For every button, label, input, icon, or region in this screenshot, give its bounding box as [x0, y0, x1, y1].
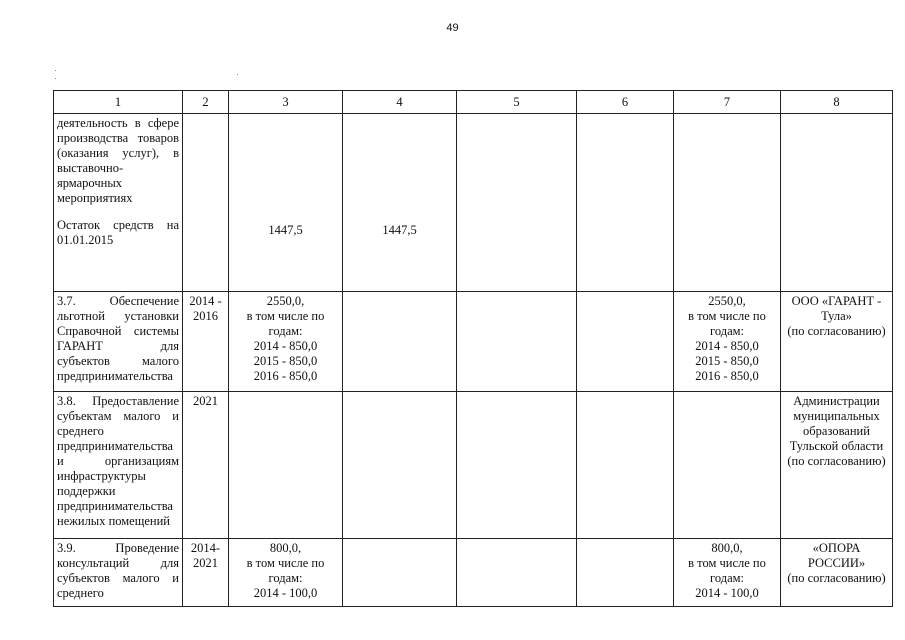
desc-line: среднего [57, 586, 104, 600]
executor-cell: Администрации муниципальных образований Тульской области (по согласованию) [781, 392, 893, 539]
header-cell-3: 3 [229, 91, 343, 114]
col8-cell [781, 114, 893, 292]
col7-cell [674, 114, 781, 292]
desc-line: и организациям [57, 454, 179, 468]
header-cell-2: 2 [183, 91, 229, 114]
col4-cell [343, 114, 457, 292]
balance-col3: 1447,5 [268, 223, 303, 237]
header-row [54, 91, 893, 114]
years-cell: 2014 - 2016 [183, 292, 229, 392]
desc-line: 3.9. Проведение [57, 541, 179, 555]
desc-line: 3.7. Обеспечение [57, 294, 179, 308]
description-cell [54, 114, 183, 292]
desc-line: деятельность в сфере [57, 116, 179, 130]
desc-line: льготной установки [57, 309, 179, 323]
desc-line: субъектам малого и [57, 409, 179, 423]
desc-line: консультаций для [57, 556, 179, 570]
scan-speck [55, 70, 56, 71]
col6-cell [577, 114, 674, 292]
page-number: 49 [446, 22, 459, 34]
col6-cell [577, 292, 674, 392]
desc-line: субъектов малого и [57, 571, 179, 585]
col6-cell [577, 539, 674, 607]
col4-cell [343, 539, 457, 607]
description-cell [54, 392, 183, 539]
header-cell-1: 1 [54, 91, 183, 114]
table-row-continuation [54, 114, 893, 292]
col3-cell [229, 392, 343, 539]
col5-cell [457, 292, 577, 392]
desc-line: субъектов малого [57, 354, 179, 368]
years-cell: 2021 [183, 392, 229, 539]
header-cell-8: 8 [781, 91, 893, 114]
col6-cell [577, 392, 674, 539]
desc-line: 3.8. Предоставление [57, 394, 179, 408]
col5-cell [457, 539, 577, 607]
executor-cell: ООО «ГАРАНТ - Тула» (по согласованию) [781, 292, 893, 392]
desc-line: инфраструктуры [57, 469, 146, 483]
desc-line: Справочной системы [57, 324, 179, 338]
desc-line: мероприятиях [57, 191, 133, 205]
col7-cell: 2550,0, в том числе по годам: 2014 - 850,0 2015 - 850,0 2016 - 850,0 [674, 292, 781, 392]
desc-line: (оказания услуг), в [57, 146, 179, 160]
header-cell-6: 6 [577, 91, 674, 114]
desc-line: среднего [57, 424, 104, 438]
desc-line: предпринимательства [57, 499, 173, 513]
program-table [53, 90, 893, 607]
col7-cell [674, 392, 781, 539]
description-cell [54, 292, 183, 392]
executor-cell: «ОПОРА РОССИИ» (по согласованию) [781, 539, 893, 607]
scan-speck [55, 78, 56, 79]
col3-cell: 800,0, в том числе по годам: 2014 - 100,0 [229, 539, 343, 607]
desc-line: поддержки [57, 484, 116, 498]
desc-line: выставочно- [57, 161, 124, 175]
balance-label-line: Остаток средств на [57, 218, 179, 232]
desc-line: предпринимательства [57, 369, 173, 383]
scan-speck [237, 74, 238, 75]
col3-cell: 2550,0, в том числе по годам: 2014 - 850,0 2015 - 850,0 2016 - 850,0 [229, 292, 343, 392]
desc-line: ГАРАНТ для [57, 339, 179, 353]
header-cell-7: 7 [674, 91, 781, 114]
col4-cell [343, 292, 457, 392]
desc-line: предпринимательства [57, 439, 173, 453]
years-cell: 2014- 2021 [183, 539, 229, 607]
col7-cell: 800,0, в том числе по годам: 2014 - 100,0 [674, 539, 781, 607]
desc-line: нежилых помещений [57, 514, 170, 528]
header-cell-4: 4 [343, 91, 457, 114]
col5-cell [457, 114, 577, 292]
table-row-3-8 [54, 392, 893, 539]
desc-line: ярмарочных [57, 176, 122, 190]
desc-line: производства товаров [57, 131, 179, 145]
col3-cell [229, 114, 343, 292]
col5-cell [457, 392, 577, 539]
description-cell [54, 539, 183, 607]
balance-col4: 1447,5 [382, 223, 417, 237]
table-row-3-7 [54, 292, 893, 392]
years-cell [183, 114, 229, 292]
table-row-3-9 [54, 539, 893, 607]
col4-cell [343, 392, 457, 539]
header-cell-5: 5 [457, 91, 577, 114]
balance-label-line: 01.01.2015 [57, 233, 114, 247]
